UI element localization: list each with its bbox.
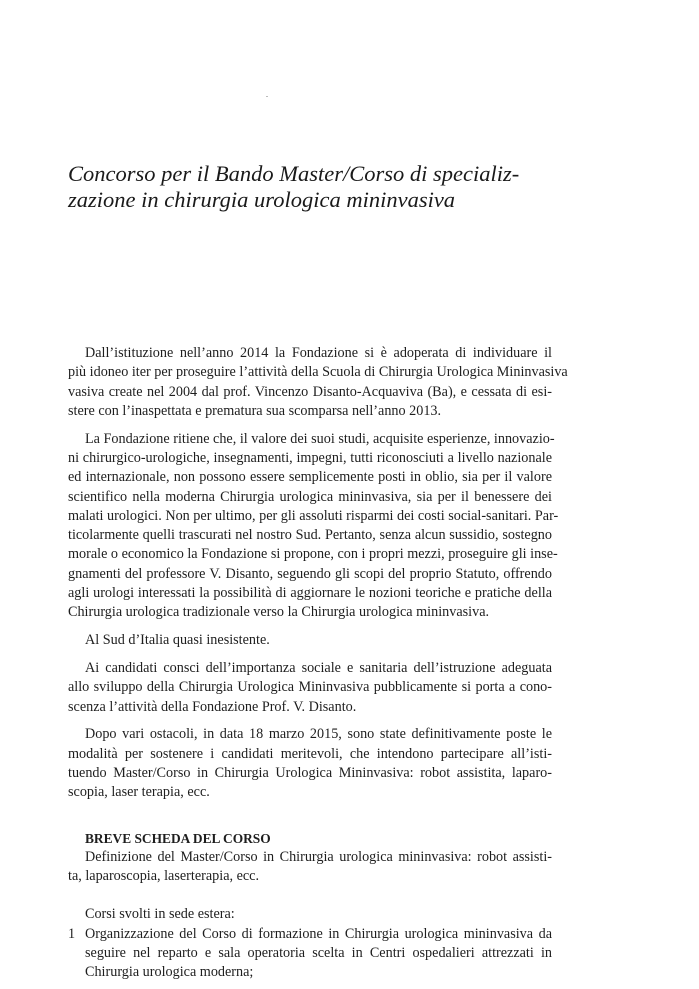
text-line: allo sviluppo della Chirurgia Urologica Mininvasiva pubblicamente si porta a cono- xyxy=(68,679,552,696)
page-mark xyxy=(266,96,268,97)
text-line: tuendo Master/Corso in Chirurgia Urologica Mininvasiva: robot assistita, laparo- xyxy=(68,764,552,781)
text-line: scenza l’attività della Fondazione Prof. V. Disanto. xyxy=(68,698,357,715)
text-line: Chirurgia urologica tradizionale verso la Chirurgia urologica mininvasiva. xyxy=(68,604,490,621)
text-line: seguire nel reparto e sala operatoria scelta in Centri ospedalieri attrezzati in xyxy=(85,945,552,962)
text-line: Definizione del Master/Corso in Chirurgia urologica mininvasiva: robot assisti- xyxy=(85,848,552,865)
text-line: malati urologici. Non per ultimo, per gli assoluti risparmi dei costi social-sanitari. Par- xyxy=(68,507,559,524)
text-line: ta, laparoscopia, laserterapia, ecc. xyxy=(68,868,260,885)
courses-section xyxy=(68,905,552,982)
list-item-text xyxy=(68,925,552,983)
text-line: più idoneo iter per proseguire l’attività della Scuola di Chirurgia Urologica Mininvasiva xyxy=(68,364,568,381)
course-definition xyxy=(68,848,552,887)
document-body xyxy=(68,344,568,983)
paragraph xyxy=(68,725,552,802)
text-line: Al Sud d’Italia quasi inesistente. xyxy=(85,632,270,649)
paragraph xyxy=(68,659,552,717)
text-line: vasiva create nel 2004 dal prof. Vincenzo Disanto-Acquaviva (Ba), e cessata di esi- xyxy=(68,383,552,400)
text-line: gnamenti del professore V. Disanto, seguendo gli scopi del proprio Statuto, offrendo xyxy=(68,565,552,582)
title-line: zazione in chirurgia urologica mininvasiva xyxy=(68,187,456,212)
text-line: ni chirurgico-urologiche, insegnamenti, impegni, tutti riconosciuti a livello nazionale xyxy=(68,449,552,466)
text-line: morale o economico la Fondazione si propone, con i propri mezzi, proseguire gli inse- xyxy=(68,546,558,563)
section-heading: BREVE SCHEDA DEL CORSO xyxy=(85,830,271,846)
text-line: scientifico nella moderna Chirurgia urologica mininvasiva, sia per il benessere dei xyxy=(68,488,552,505)
text-line: ticolarmente quelli trascurati nel nostro Sud. Pertanto, senza alcun sussidio, sostegno xyxy=(68,527,552,544)
text-line: Chirurgia urologica moderna; xyxy=(85,964,254,981)
list-item xyxy=(68,925,552,983)
text-line: stere con l’inaspettata e prematura sua scomparsa nell’anno 2013. xyxy=(68,402,442,419)
page-title xyxy=(68,161,568,213)
paragraph xyxy=(68,631,552,650)
text-line: Dall’istituzione nell’anno 2014 la Fondazione si è adoperata di individuare il xyxy=(85,345,552,361)
text-line: modalità per sostenere i candidati meritevoli, che intendono partecipare all’isti- xyxy=(68,745,552,762)
text-line: scopia, laser terapia, ecc. xyxy=(68,784,210,801)
list-number: 1 xyxy=(68,925,76,942)
text-line: Dopo vari ostacoli, in data 18 marzo 2015, sono state definitivamente poste le xyxy=(85,726,552,743)
text-line: La Fondazione ritiene che, il valore dei suoi studi, acquisite esperienze, innovazio- xyxy=(85,430,555,447)
text-line: ed internazionale, non possono essere semplicemente posti in oblio, sia per il valore xyxy=(68,469,552,486)
title-line: Concorso per il Bando Master/Corso di specializ- xyxy=(68,161,520,186)
text-line: agli urologi interessati la possibilità di aggiornare le nozioni teoriche e pratiche della xyxy=(68,585,552,602)
paragraph xyxy=(68,344,568,421)
courses-lead: Corsi svolti in sede estera: xyxy=(85,906,235,923)
text-line: Ai candidati consci dell’importanza sociale e sanitaria dell’istruzione adeguata xyxy=(85,659,552,676)
text-line: Organizzazione del Corso di formazione in Chirurgia urologica mininvasiva da xyxy=(85,925,552,942)
paragraph xyxy=(68,430,559,623)
